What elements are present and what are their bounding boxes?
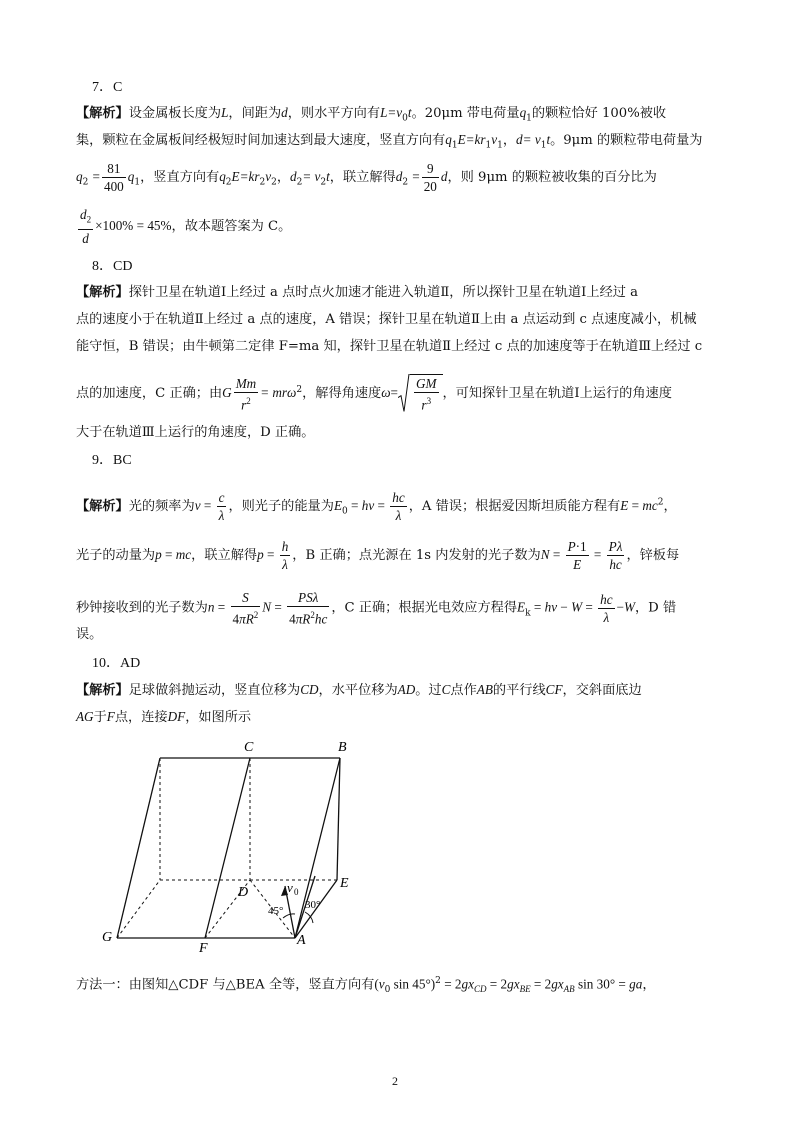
fraction-d2-d: $\frac{d_2}{d}$ [80,207,92,246]
q10-line-2: AG于F点，连接DF，如图所示 [76,709,252,725]
q9-line-3: 秒钟接收到的光子数为n = $\frac{S}{4\pi R^2}$ N = $\frac{\text{PSλ}}{4\pi R^2hc}$ ，C 正确；根据光电效应方程得$E_k = h\nu - W$ = $\frac{hc}{\lambda}$ −W，D 错 [76,590,677,627]
q9-text: 秒钟接收到的光子数为 [76,600,208,616]
q9-line-1: 【解析】光的频率为ν = $\frac{c}{\lambda}$ ，则光子的能量为$E_0 = h\nu$ = $\frac{hc}{\lambda}$ ，A 错误；根据爱因斯坦质能方程有$E = mc^2$， [76,490,677,523]
label-G: G [102,930,113,945]
q10-line-1: 【解析】足球做斜抛运动，竖直位移为CD，水平位移为AD。过C点作AB的平行线CF，交斜面底边 [76,682,642,698]
q9-text: ，C 正确；根据光电效应方程得 [331,600,518,616]
geometry-figure [100,738,380,956]
fraction-81-400: $\frac{81}{400}$ [103,161,124,194]
q10-text: 足球做斜抛运动，竖直位移为 [128,683,301,698]
label-v0-sub: 0 [294,887,299,897]
page-number: 2 [392,1074,398,1088]
q9-line-4: 误。 [76,627,103,642]
label-v0: v [287,880,293,895]
q9-number: 9．BC [92,453,132,468]
q8-text: ，解得角速度 [302,386,382,402]
q7-line-1: 【解析】设金属板长度为L，间距为d，则水平方向有$L=v_0t$。20μm 带电荷量$q_1$的颗粒恰好 100%被收 [76,105,667,124]
q9-text: 光子的动量为 [76,548,156,563]
label-angle-30: 30° [305,899,321,911]
q7-text: 。9μm 的颗粒带电荷量为 [550,133,703,148]
q7-number: 7．C [92,80,123,95]
q9-text: ，则光子的能量为 [228,499,334,514]
q9-text: ，A 错误；根据爱因斯坦质能方程有 [408,499,621,514]
fraction-h-lambda: $\frac{h}{\lambda}$ [281,539,289,572]
q7-text: ，联立解得 [329,170,396,185]
q8-line-4: 点的加速度，C 正确；由G $\frac{Mm}{r^2}$ = mrω$^2$，解得角速度ω= $\frac{GM}{r^3}$ ，可知探针卫星在轨道Ⅰ上运行的角速度 [76,375,672,413]
q10-text: 点作 [450,683,477,698]
fraction-Plambda-hc: $\frac{P\lambda}{hc}$ [608,539,623,572]
q7-text: 设金属板长度为 [128,106,222,121]
q7-line-4 [76,206,291,247]
fraction-hc-lambda: $\frac{hc}{\lambda}$ [392,490,405,523]
q9-text: ， [663,499,677,514]
q7-text: 集，颗粒在金属板间经极短时间加速达到最大速度，竖直方向有 [76,133,446,148]
q7-text: ，故本题答案为 C。 [171,218,292,234]
q8-text: 探针卫星在轨道Ⅰ上经过 a 点时点火加速才能进入轨道Ⅱ，所以探针卫星在轨道Ⅰ上经过 a [128,285,638,300]
q10-number: 10．AD [92,656,141,671]
fraction-hc-lambda-2: $\frac{hc}{\lambda}$ [600,591,613,625]
q9-text: ，D 错 [635,600,677,616]
q10-text: 。过 [415,683,442,698]
label-C: C [244,740,254,755]
q9-text: ，锌板每 [626,548,680,563]
q7-text: ，竖直方向有 [140,170,220,185]
q7-text: 。20μm 带电荷量 [411,106,520,121]
q8-line-1 [76,284,638,302]
sqrt-GM-r3: $\frac{GM}{r^3}$ [398,374,443,413]
fraction-c-lambda: $\frac{c}{\lambda}$ [218,490,225,523]
q7-text: 的颗粒恰好 100%被收 [531,106,667,121]
q9-head: 【解析】 [76,499,129,514]
label-B: B [338,740,347,755]
q10-method-line: 方法一：由图知△CDF 与△BEA 全等，竖直方向有($v_0$ $\sin 45^\circ)^2 = 2gx_{CD} = 2gx_{BE} = 2gx_{AB}$ sin 30° = ga， [76,976,656,996]
q9-text: ，联立解得 [191,548,258,563]
q7-text: ，则水平方向有 [287,106,381,121]
q8-text: 点的加速度，C 正确；由 [76,386,223,402]
q8-head: 【解析】 [76,285,129,300]
q10-text: ，水平位移为 [318,683,398,698]
q10-text: 于 [93,710,107,725]
q7-text: ，则 9μm 的颗粒被收集的百分比为 [447,170,657,185]
q10-text: 的平行线 [492,683,546,698]
q8-text: ，可知探针卫星在轨道Ⅰ上运行的角速度 [442,386,672,402]
q7-text: ×100% = 45% [95,217,172,233]
fraction-S-4piR2: $\frac{S}{4\pi R^2}$ [232,590,259,627]
q10-text: ，如图所示 [185,710,252,725]
label-A: A [297,933,306,948]
q7-line-3: $q_2$ = $\frac{81}{400}$ $q_1$，竖直方向有$q_2E=kr_2v_2$，$d_2= v_2t$，联立解得$d_2$ = $\frac{9}{20}$ d，则 9μm 的颗粒被收集的百分比为 [76,161,657,194]
fraction-P1-E: $\frac{P\cdot 1}{E}$ [567,539,587,572]
label-E: E [340,876,349,891]
q8-line-2: 点的速度小于在轨道Ⅱ上经过 a 点的速度，A 错误；探针卫星在轨道Ⅱ上由 a 点运动到 c 点速度减小，机械 [76,312,697,327]
q7-text: ， [502,133,517,148]
fraction-Mm-r2: $\frac{Mm}{r^2}$ [235,375,257,412]
q8-number: 8．CD [92,259,133,274]
q8-line-3: 能守恒，B 错误；由牛顿第二定律 F=ma 知，探针卫星在轨道Ⅱ上经过 c 点的加速度等于在轨道Ⅲ上经过 c [76,339,703,354]
label-F: F [199,941,208,956]
q10-text: 点，连接 [114,710,168,725]
q10-text: 方法一：由图知△CDF 与△BEA 全等，竖直方向有 [76,977,375,993]
q7-head: 【解析】 [76,106,129,121]
q9-text: 光的频率为 [128,499,195,514]
label-angle-45: 45° [268,905,284,917]
fraction-PSlambda-4piR2hc: $\frac{\text{PSλ}}{4\pi R^2hc}$ [289,590,328,627]
fraction-9-20: $\frac{9}{20}$ [423,161,437,194]
q10-head: 【解析】 [76,683,129,698]
q9-text: ，B 正确；点光源在 1s 内发射的光子数为 [292,548,541,563]
q7-text: ，间距为 [228,106,282,121]
q10-text: ，交斜面底边 [562,683,642,698]
q7-text: ， [276,170,290,185]
q8-line-5: 大于在轨道Ⅲ上运行的角速度，D 正确。 [76,425,315,440]
q9-line-2: 光子的动量为p = mc，联立解得p = $\frac{h}{\lambda}$ ，B 正确；点光源在 1s 内发射的光子数为N = $\frac{P\cdot 1}{E}$ = $\frac{P\lambda}{hc}$ ，锌板每 [76,539,680,572]
q8-text: = mrω [260,385,297,401]
q7-line-2: 集，颗粒在金属板间经极短时间加速达到最大速度，竖直方向有$q_1E=kr_1v_1$，$d= v_1t$。9μm 的颗粒带电荷量为 [76,132,703,151]
label-D: D [238,885,249,900]
